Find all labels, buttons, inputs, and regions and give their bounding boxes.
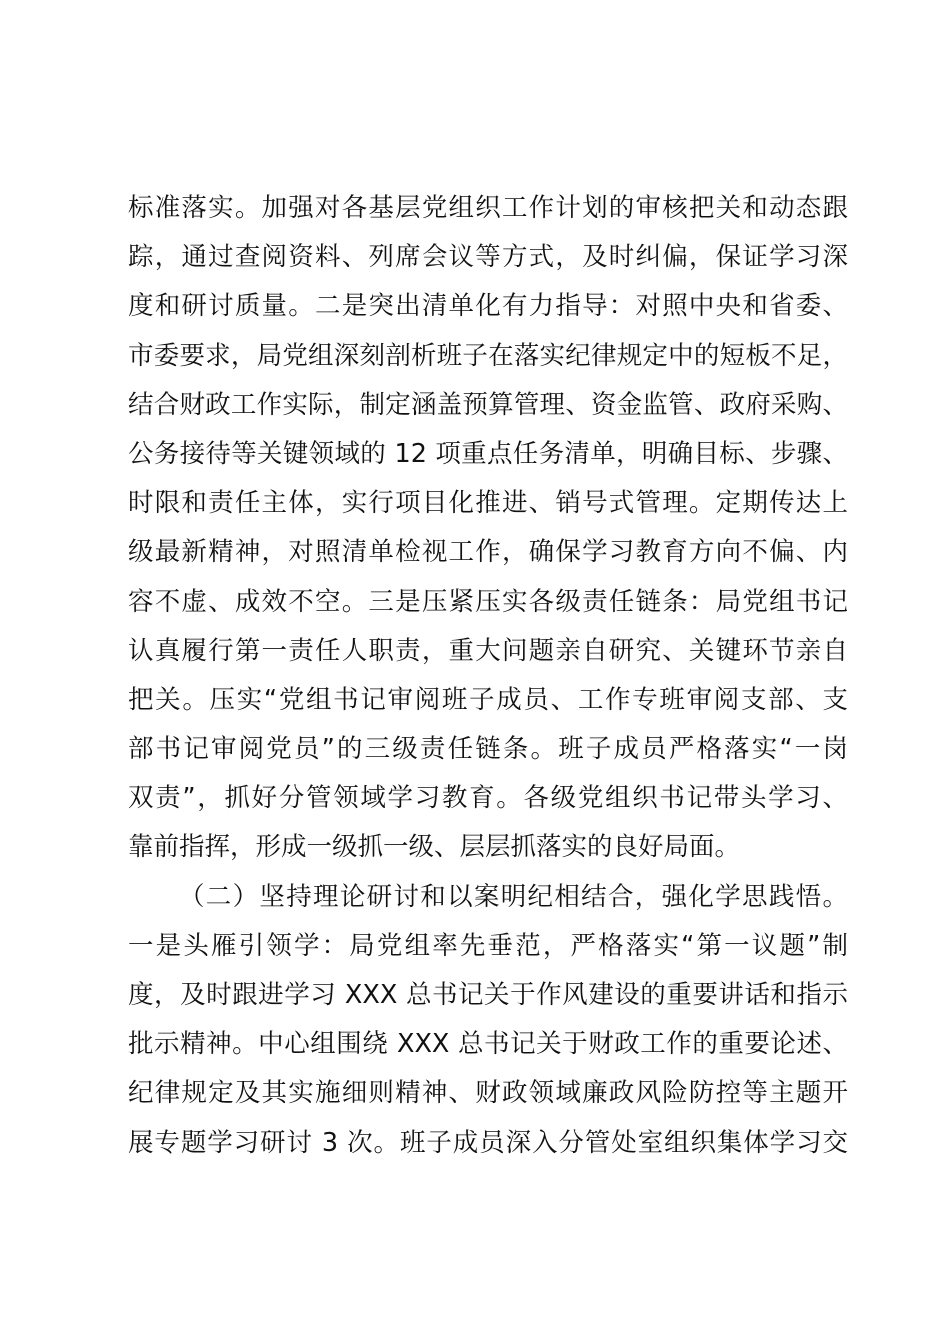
text-line-5: 结合财政工作实际，制定涵盖预算管理、资金监管、政府采购、 bbox=[128, 389, 848, 420]
text-line-20: 展专题学习研讨 3 次。班子成员深入分管处室组织集体学习交 bbox=[128, 1127, 848, 1158]
body-text bbox=[128, 184, 848, 1168]
text-line-16: 一是头雁引领学：局党组率先垂范，严格落实“第一议题”制 bbox=[128, 930, 848, 961]
text-line-1: 标准落实。加强对各基层党组织工作计划的审核把关和动态跟 bbox=[128, 193, 848, 223]
text-line-6: 公务接待等关键领域的 12 项重点任务清单，明确目标、步骤、 bbox=[128, 438, 848, 469]
text-line-18: 批示精神。中心组围绕 XXX 总书记关于财政工作的重要论述、 bbox=[128, 1029, 848, 1060]
text-line-12: 部书记审阅党员”的三级责任链条。班子成员严格落实“一岗 bbox=[128, 734, 848, 765]
text-line-2: 踪，通过查阅资料、列席会议等方式，及时纠偏，保证学习深 bbox=[128, 242, 848, 273]
text-line-17: 度，及时跟进学习 XXX 总书记关于作风建设的重要讲话和指示 bbox=[128, 980, 848, 1010]
text-line-8: 级最新精神，对照清单检视工作，确保学习教育方向不偏、内 bbox=[128, 537, 848, 568]
section-heading-2: （二）坚持理论研讨和以案明纪相结合，强化学思践悟。 bbox=[179, 881, 848, 912]
text-line-13: 双责”，抓好分管领域学习教育。各级党组织书记带头学习、 bbox=[128, 783, 848, 814]
text-line-19: 纪律规定及其实施细则精神、财政领域廉政风险防控等主题开 bbox=[128, 1078, 848, 1109]
text-line-7: 时限和责任主体，实行项目化推进、销号式管理。定期传达上 bbox=[128, 488, 848, 519]
text-line-4: 市委要求，局党组深刻剖析班子在落实纪律规定中的短板不足， bbox=[128, 340, 848, 371]
text-line-3: 度和研讨质量。二是突出清单化有力指导：对照中央和省委、 bbox=[128, 291, 848, 322]
text-line-9: 容不虚、成效不空。三是压紧压实各级责任链条：局党组书记 bbox=[128, 586, 848, 617]
text-line-11: 把关。压实“党组书记审阅班子成员、工作专班审阅支部、支 bbox=[128, 684, 848, 715]
text-line-10: 认真履行第一责任人职责，重大问题亲自研究、关键环节亲自 bbox=[128, 635, 848, 666]
text-line-14: 靠前指挥，形成一级抓一级、层层抓落实的良好局面。 bbox=[128, 832, 741, 863]
